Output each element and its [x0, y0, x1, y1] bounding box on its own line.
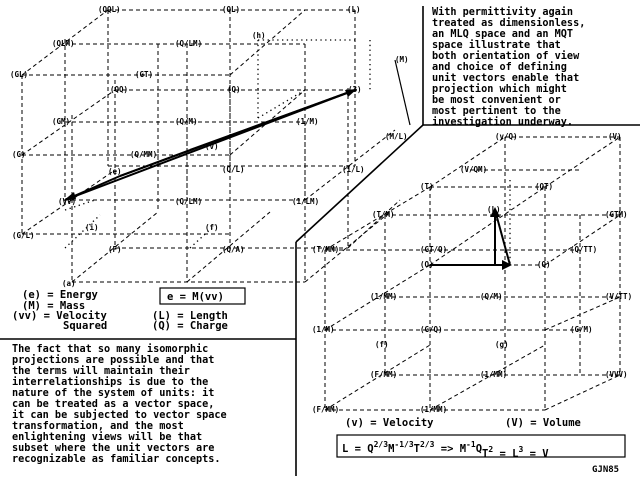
label-q-mm: (Q/MM) — [130, 150, 158, 159]
label-f-mm: (F/MM) — [370, 370, 398, 379]
label-g: (g) — [495, 340, 509, 349]
label-v: (v) — [205, 142, 219, 151]
intro-line: an MLQ space and an MQT — [432, 29, 574, 40]
lower-line: interrelationships is due to the — [12, 377, 209, 388]
legend-energy: (e) = Energy — [22, 289, 98, 301]
label-origin: (O) — [420, 260, 434, 269]
mqt-legend — [345, 417, 581, 429]
lower-line: subset where the unit vectors are — [12, 443, 215, 454]
label-1-mm: (1/MM) — [370, 292, 398, 301]
label-qlm: (QLM) — [52, 39, 75, 48]
label-volume: (V) — [608, 132, 622, 141]
mqt-labels — [312, 132, 632, 414]
label-gm: (GM) — [52, 117, 71, 126]
label-g-m: (G/M) — [570, 325, 593, 334]
label-qq: (QQ) — [110, 85, 129, 94]
legend-volume: (V) = Volume — [505, 417, 581, 429]
label-m: (M) — [395, 55, 409, 64]
label-gt-q: (GT/Q) — [420, 245, 448, 254]
lower-line: projections are possible and that — [12, 355, 215, 366]
dimension-equation — [337, 435, 625, 460]
label-gt: (GT) — [135, 70, 154, 79]
signature: GJN85 — [592, 465, 620, 475]
label-t-m: (T/M) — [372, 210, 395, 219]
label-q-a: (Q/A) — [222, 245, 245, 254]
legend-velocity-v: (v) = Velocity — [345, 417, 434, 429]
label-f-mm-b: (F/MM) — [312, 405, 340, 414]
intro-line: With permittivity again — [432, 7, 574, 18]
label-t: (T) — [420, 182, 434, 191]
label-q-tt: (Q/TT) — [570, 245, 598, 254]
label-f: (f) — [375, 340, 389, 349]
lower-line: The fact that so many isomorphic — [12, 344, 209, 355]
label-gtm: (GTM) — [605, 210, 628, 219]
label-v-qm: (V/QM) — [460, 165, 488, 174]
label-g-q: (G/Q) — [420, 325, 443, 334]
intro-line: projection which might — [432, 84, 567, 95]
label-1-m: (1/M) — [312, 325, 335, 334]
label-1-m: (1/M) — [296, 117, 319, 126]
label-q: (Q) — [227, 85, 241, 94]
label-1-mm-b: (1/MM) — [480, 370, 508, 379]
label-q-lm: (Q/LM) — [175, 197, 203, 206]
label-e: (e) — [108, 167, 122, 176]
label-qt: (QT) — [535, 182, 554, 191]
lower-text — [12, 343, 227, 465]
formula-text: e = M(vv) — [167, 291, 224, 303]
intro-line: and choice of defining — [432, 62, 567, 73]
label-l: (L) — [347, 5, 361, 14]
label-g: (G) — [12, 150, 26, 159]
label-o: (3) — [348, 85, 362, 94]
label-vv: (VV) — [58, 197, 77, 206]
legend-velocity: (vv) = Velocity — [12, 310, 107, 322]
lower-line: transformation, and the most — [12, 421, 184, 432]
label-1-mm-c: (1/MM) — [420, 405, 448, 414]
label-q-m: (Q/M) — [480, 292, 503, 301]
intro-line: investigation underway. — [432, 117, 574, 128]
label-f: (f) — [205, 223, 219, 232]
label-h: (h) — [252, 31, 266, 40]
mlq-legend — [12, 288, 245, 332]
lower-line: it can be subjected to vector space — [12, 410, 227, 421]
intro-line: most pertinent to the — [432, 106, 561, 117]
label-1-lm: (1/LM) — [292, 197, 320, 206]
label-qql: (QQL) — [98, 5, 121, 14]
label-v-q: (v/Q) — [495, 132, 518, 141]
intro-line: be most convenient or — [432, 95, 561, 106]
label-i: (i) — [85, 223, 99, 232]
label-a: (a) — [62, 279, 76, 288]
intro-text — [432, 6, 585, 128]
intro-line: unit vectors enable that — [432, 73, 580, 84]
equation-text: $L = Q^{2/3}M^{-1/3}T^{2/3} => M^{-1}QT^2 = L^3 = V$ — [342, 440, 549, 460]
legend-charge: (Q) = Charge — [152, 320, 228, 332]
label-g-l: (G/L) — [12, 231, 35, 240]
label-v-tt: (V/TT) — [605, 292, 633, 301]
label-gl: (GL) — [10, 70, 29, 79]
lower-line: enlightening views will be that — [12, 432, 203, 443]
legend-mass: (M) = Mass — [22, 300, 86, 312]
label-t-mm: (T/MM) — [312, 245, 340, 254]
lower-line: recognizable as familiar concepts. — [12, 454, 221, 465]
label-f-force: (F) — [108, 245, 122, 254]
legend-velocity-squared: Squared — [63, 320, 108, 332]
intro-line: both orientation of view — [432, 51, 580, 62]
lower-line: can be treated as a vector space, — [12, 399, 215, 410]
intro-line: treated as dimensionless, — [432, 18, 586, 29]
label-vvv: (VVV) — [605, 370, 628, 379]
legend-length: (L) = Length — [152, 310, 228, 322]
label-m-l: (M/L) — [385, 132, 408, 141]
lower-line: the terms will maintain their — [12, 366, 190, 377]
label-q-lm-top: (Q/LM) — [175, 39, 203, 48]
label-q-m: (Q/M) — [175, 117, 198, 126]
mqt-vectors — [430, 207, 512, 270]
lower-line: nature of the system of units: it — [12, 388, 215, 399]
label-1-l: (1/L) — [342, 165, 365, 174]
label-ql: (QL) — [222, 5, 241, 14]
intro-line: space illustrate that — [432, 40, 561, 51]
label-q-l: (Q/L) — [222, 165, 245, 174]
label-charge: (Q) — [537, 260, 551, 269]
label-length: (L) — [487, 205, 501, 214]
